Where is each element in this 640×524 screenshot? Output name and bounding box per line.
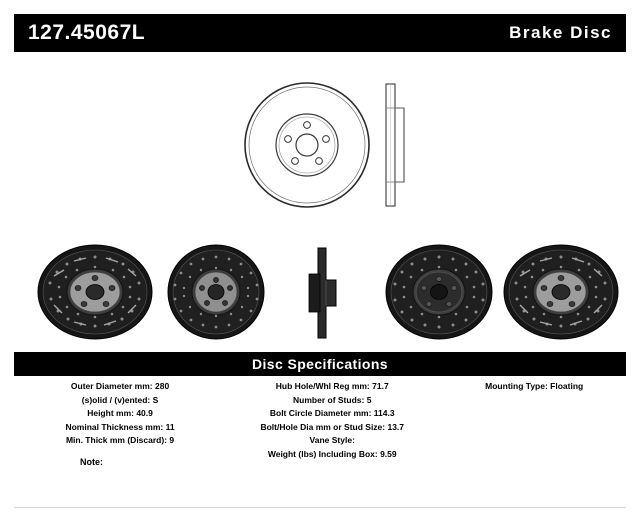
brake-disc-drilled-slotted-face-left [36, 243, 154, 341]
figure-left-drilled [36, 243, 154, 346]
spec-hub-hole: Hub Hole/Whl Reg mm: 71.7 [275, 381, 389, 391]
figure-right-drilled [502, 243, 620, 346]
spec-outer-diameter: Outer Diameter mm: 280 [70, 381, 170, 391]
header-bar [14, 14, 626, 52]
figure-center-section [304, 246, 340, 345]
spec-nominal-thickness: Nominal Thickness mm: 11 [65, 421, 175, 432]
brake-disc-drilled-face-right [384, 243, 494, 341]
spec-columns [14, 380, 626, 461]
spec-mounting-type: Mounting Type: Floating [485, 381, 584, 391]
spec-height: Height mm: 40.9 [87, 408, 153, 418]
spec-bolt-hole-dia: Bolt/Hole Dia mm or Stud Size: 13.7 [260, 421, 405, 432]
figure-group [14, 60, 626, 345]
spec-bolt-circle-diameter: Bolt Circle Diameter mm: 114.3 [269, 408, 395, 418]
figure-mid-left-hat [166, 243, 266, 346]
spec-column-center [222, 380, 442, 461]
spec-column-right [442, 380, 626, 461]
brake-disc-edge-profile-view [374, 82, 408, 208]
page-title: Brake Disc [509, 23, 612, 42]
spec-band-title: Disc Specifications [14, 352, 626, 376]
bottom-divider [14, 507, 626, 508]
note-label: Note: [80, 457, 103, 467]
figure-top-edge [374, 82, 408, 213]
brake-disc-front-face-view [242, 80, 372, 210]
spec-column-left [14, 380, 222, 461]
spec-min-thickness: Min. Thick mm (Discard): 9 [65, 435, 175, 445]
spec-number-of-studs: Number of Studs: 5 [293, 394, 372, 405]
brake-disc-drilled-slotted-face-far-right [502, 243, 620, 341]
brake-disc-cross-section-view [304, 246, 340, 340]
spec-weight: Weight (lbs) Including Box: 9.59 [267, 448, 397, 459]
spec-vane-style: Vane Style: [309, 435, 355, 445]
figure-top-face [242, 80, 372, 215]
part-number: 127.45067L [28, 21, 146, 44]
figure-mid-right-face [384, 243, 494, 346]
spec-solid-vented: (s)olid / (v)ented: S [81, 394, 159, 405]
brake-disc-hat-view [166, 243, 266, 341]
